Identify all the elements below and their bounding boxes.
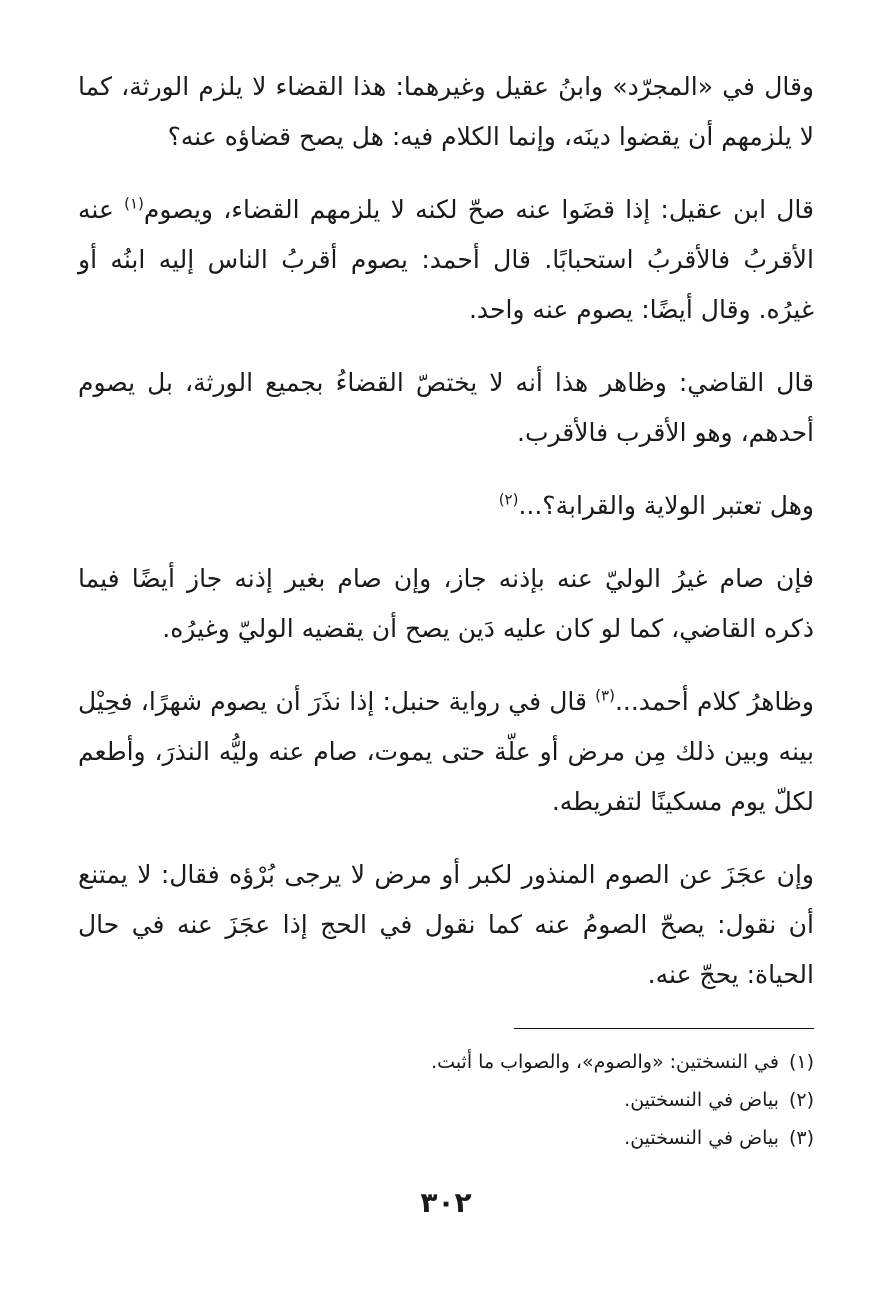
footnote-text: بياض في النسختين. <box>624 1127 779 1149</box>
paragraph-text: وإن عجَزَ عن الصوم المنذور لكبر أو مرض لا يرجى بُرْؤه فقال: لا يمتنع أن نقول: يصحّ الصومُ عنه كما نقول في الحج إذا عجَزَ عنه في حال الحياة: يحجّ عنه. <box>78 860 814 989</box>
paragraph-text-continued: قال في رواية حنبل: إذا نذَرَ أن يصوم شهرًا، فحِيْل بينه وبين ذلك مِن مرض أو علّة حتى يموت، صام عنه وليُّه النذرَ، وأطعم لكلّ يوم مسكينًا لتفريطه. <box>78 687 814 816</box>
paragraph-text: وهل تعتبر الولاية والقرابة؟... <box>518 491 814 520</box>
paragraph-3 <box>78 358 814 458</box>
paragraph-6 <box>78 677 814 827</box>
paragraph-7 <box>78 850 814 1000</box>
paragraph-5 <box>78 554 814 654</box>
footnote-3 <box>74 1119 814 1157</box>
paragraph-text-continued: عنه الأقربُ فالأقربُ استحبابًا. قال أحمد: يصوم أقربُ الناس إليه ابنُه أو غيرُه. وقال أيضًا: يصوم عنه واحد. <box>78 195 814 324</box>
footnote-number: (٢) <box>788 1089 814 1111</box>
footnote-ref-3[interactable]: (٣) <box>595 686 615 705</box>
paragraph-1 <box>78 62 814 162</box>
footnote-number: (١) <box>788 1051 814 1073</box>
paragraph-text: وظاهرُ كلام أحمد... <box>614 687 814 716</box>
paragraph-text: قال ابن عقيل: إذا قضَوا عنه صحّ لكنه لا يلزمهم القضاء، ويصوم <box>143 195 815 224</box>
paragraph-text: وقال في «المجرّد» وابنُ عقيل وغيرهما: هذا القضاء لا يلزم الورثة، كما لا يلزمهم أن يقضوا دينَه، وإنما الكلام فيه: هل يصح قضاؤه عنه؟ <box>78 72 814 151</box>
page-number: ٣٠٢ <box>420 1186 472 1219</box>
footnotes-section <box>74 1028 814 1157</box>
footnote-number: (٣) <box>788 1127 814 1149</box>
footnote-divider <box>514 1028 814 1029</box>
paragraph-4 <box>78 481 814 531</box>
paragraph-2 <box>78 185 814 335</box>
paragraph-text: قال القاضي: وظاهر هذا أنه لا يختصّ القضاءُ بجميع الورثة، بل يصوم أحدهم، وهو الأقرب فالأقرب. <box>78 368 814 447</box>
footnote-text: في النسختين: «والصوم»، والصواب ما أثبت. <box>431 1051 779 1073</box>
footnote-1 <box>74 1043 814 1081</box>
footnote-2 <box>74 1081 814 1119</box>
footnote-ref-1[interactable]: (١) <box>124 194 144 213</box>
footnote-ref-2[interactable]: (٢) <box>498 490 519 509</box>
paragraph-text: فإن صام غيرُ الوليّ عنه بإذنه جاز، وإن صام بغير إذنه جاز أيضًا فيما ذكره القاضي، كما لو كان عليه دَين يصح أن يقضيه الوليّ وغيرُه. <box>78 564 814 643</box>
page-body <box>78 62 814 1023</box>
footnote-text: بياض في النسختين. <box>624 1089 779 1111</box>
